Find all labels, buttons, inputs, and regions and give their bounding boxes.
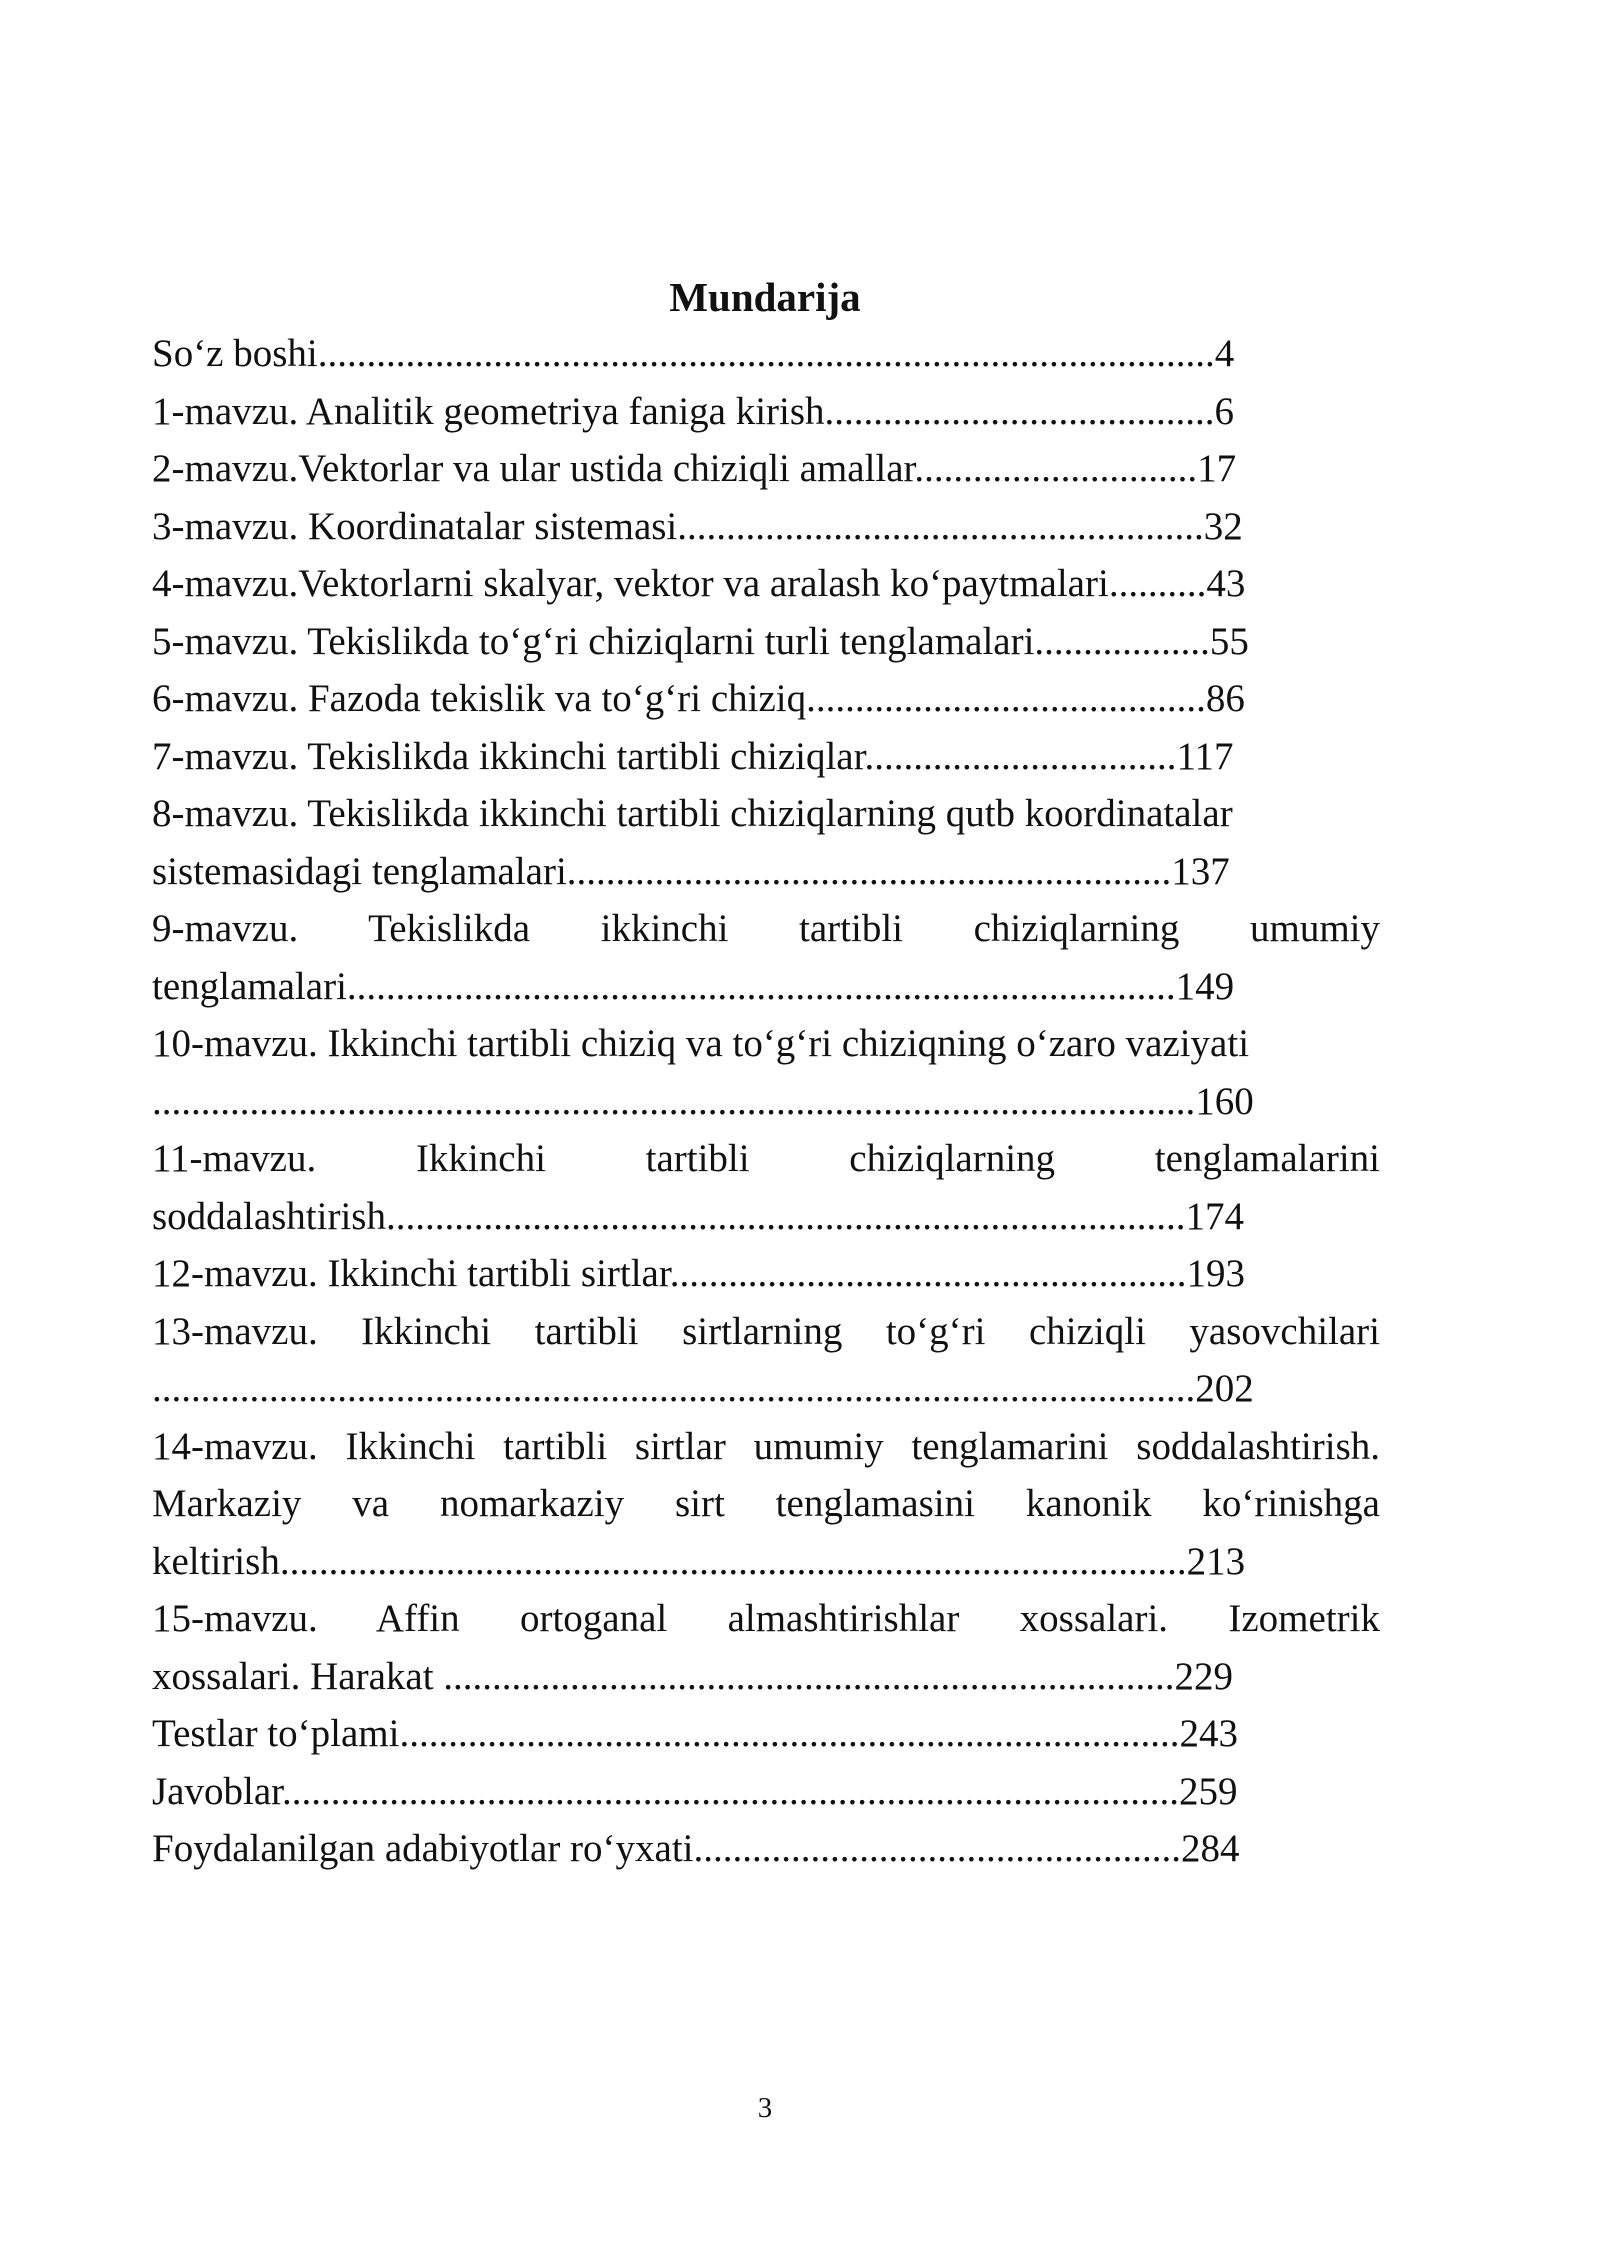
toc-line: 5-mavzu. Tekislikda to‘g‘ri chiziqlarni turli tenglamalari..................55 [152, 619, 1249, 663]
toc-line: Markaziy va nomarkaziy sirt tenglamasini kanonik ko‘rinishga [152, 1482, 1380, 1525]
toc-line: 9-mavzu. Tekislikda ikkinchi tartibli chiziqlarning umumiy [152, 907, 1380, 950]
toc-line: Testlar to‘plami................................................................................243 [152, 1712, 1238, 1755]
toc-line: ...........................................................................................................160 [152, 1079, 1254, 1123]
toc-line: 15-mavzu. Affin ortoganal almashtirishlar xossalari. Izometrik [152, 1597, 1380, 1640]
toc-line: 14-mavzu. Ikkinchi tartibli sirtlar umumiy tenglamarini soddalashtirish. [152, 1424, 1380, 1468]
toc-line: So‘z boshi............................................................................................4 [152, 332, 1235, 375]
toc-line: keltirish.............................................................................................213 [152, 1539, 1246, 1583]
page-number: 3 [757, 2092, 773, 2124]
toc-line: sistemasidagi tenglamalari..............................................................137 [152, 849, 1230, 893]
toc-line: 2-mavzu.Vektorlar va ular ustida chiziqli amallar.............................17 [152, 447, 1237, 490]
toc-line: 12-mavzu. Ikkinchi tartibli sirtlar.....................................................193 [152, 1252, 1245, 1295]
toc-line: soddalashtirish..................................................................................174 [152, 1194, 1244, 1238]
toc-title: Mundarija [669, 274, 861, 320]
toc-line: 7-mavzu. Tekislikda ikkinchi tartibli chiziqlar................................117 [152, 734, 1234, 778]
toc-line: 11-mavzu. Ikkinchi tartibli chiziqlarning tenglamalarini [152, 1137, 1380, 1180]
toc-line: 8-mavzu. Tekislikda ikkinchi tartibli chiziqlarning qutb koordinatalar [152, 792, 1233, 835]
toc-line: 6-mavzu. Fazoda tekislik va to‘g‘ri chiziq.........................................86 [152, 677, 1245, 720]
toc-line: 1-mavzu. Analitik geometriya faniga kirish........................................6 [152, 389, 1235, 433]
table-of-contents [152, 325, 1380, 1878]
toc-line: xossalari. Harakat ...........................................................................229 [152, 1654, 1234, 1698]
toc-line: Javoblar............................................................................................259 [152, 1769, 1238, 1813]
toc-line: 3-mavzu. Koordinatalar sistemasi......................................................32 [152, 504, 1243, 548]
toc-line: 10-mavzu. Ikkinchi tartibli chiziq va to‘g‘ri chiziqning o‘zaro vaziyati [152, 1022, 1250, 1065]
toc-line: tenglamalari.....................................................................................149 [152, 964, 1235, 1008]
toc-line: Foydalanilgan adabiyotlar ro‘yxati..................................................284 [152, 1827, 1240, 1870]
toc-line: 13-mavzu. Ikkinchi tartibli sirtlarning to‘g‘ri chiziqli yasovchilari [152, 1309, 1380, 1353]
toc-line: 4-mavzu.Vektorlarni skalyar, vektor va aralash ko‘paytmalari..........43 [152, 562, 1246, 605]
toc-line: ...........................................................................................................202 [152, 1367, 1254, 1410]
